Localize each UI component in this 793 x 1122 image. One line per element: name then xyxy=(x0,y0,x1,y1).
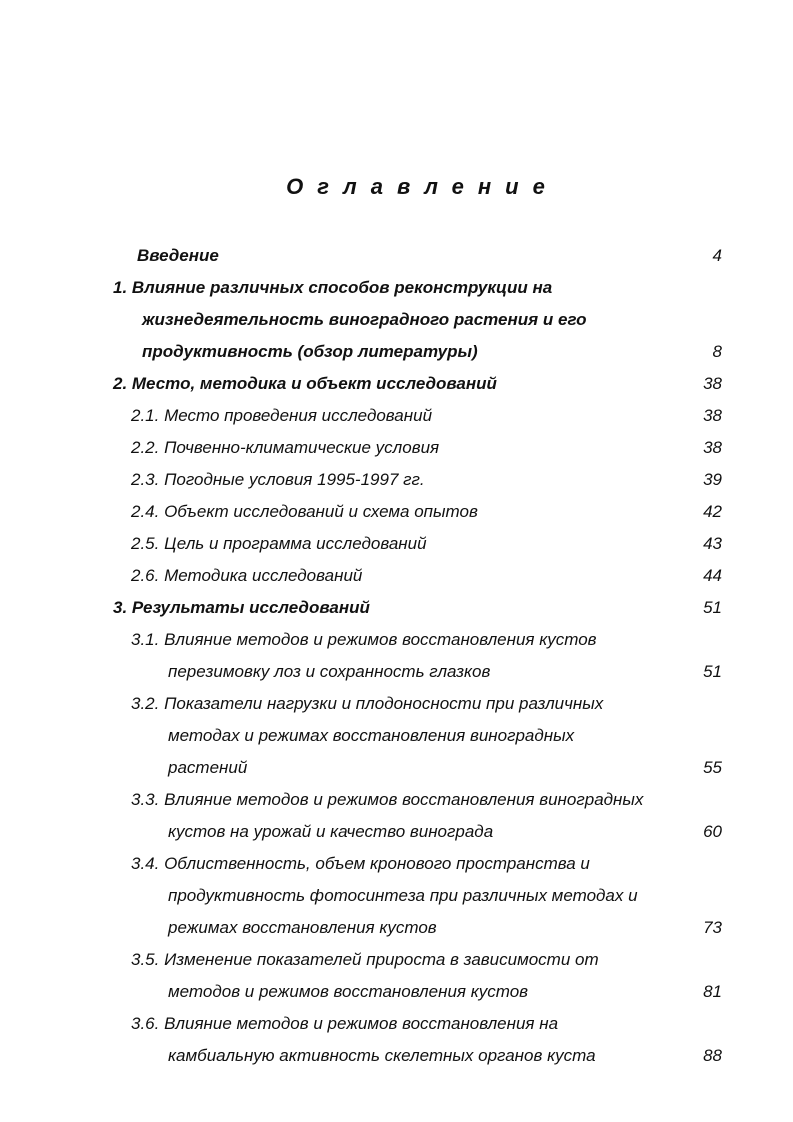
toc-entry-line: растений xyxy=(168,758,248,777)
toc-entry-line: 2.3. Погодные условия 1995-1997 гг. xyxy=(131,470,425,489)
toc-entry-line: 3.5. Изменение показателей прироста в зависимости от xyxy=(131,950,599,969)
toc-entry-line: продуктивность (обзор литературы) xyxy=(142,342,478,361)
toc-entry-line: 2.4. Объект исследований и схема опытов xyxy=(131,502,478,521)
toc-entry-line: 3. Результаты исследований xyxy=(113,598,370,617)
toc-page-number: 8 xyxy=(712,342,722,361)
toc-entry-line: 3.6. Влияние методов и режимов восстановления на xyxy=(131,1014,559,1033)
toc-entry-line: кустов на урожай и качество винограда xyxy=(168,822,494,841)
toc-entry-line: жизнедеятельность виноградного растения и его xyxy=(142,310,587,329)
toc-page-number: 55 xyxy=(703,758,722,777)
toc-page-number: 38 xyxy=(703,374,722,393)
toc-entry-line: 2. Место, методика и объект исследований xyxy=(113,374,497,393)
toc-entry-line: 2.2. Почвенно-климатические условия xyxy=(131,438,440,457)
toc-page-number: 44 xyxy=(703,566,722,585)
toc-page-number: 88 xyxy=(703,1046,722,1065)
toc-page-number: 38 xyxy=(703,438,722,457)
toc-page-number: 42 xyxy=(703,502,722,521)
toc-page-number: 4 xyxy=(712,246,722,265)
toc-entry-line: 3.1. Влияние методов и режимов восстановления кустов xyxy=(131,630,597,649)
toc-entry-line: перезимовку лоз и сохранность глазков xyxy=(168,662,491,681)
toc-page-number: 43 xyxy=(703,534,722,553)
toc-entry-line: 3.4. Облиственность, объем кронового пространства и xyxy=(131,854,590,873)
toc-entry-line: продуктивность фотосинтеза при различных методах и xyxy=(168,886,638,905)
toc-entry-line: 3.3. Влияние методов и режимов восстановления виноградных xyxy=(131,790,644,809)
toc-entry-line: методах и режимах восстановления виноградных xyxy=(168,726,575,745)
toc-page-number: 73 xyxy=(703,918,722,937)
toc-entry-line: методов и режимов восстановления кустов xyxy=(168,982,529,1001)
toc-entry-line: 3.2. Показатели нагрузки и плодоносности при различных xyxy=(131,694,604,713)
toc-page-number: 81 xyxy=(703,982,722,1001)
toc-entry-line: Введение xyxy=(137,246,219,265)
toc-entry-line: 2.1. Место проведения исследований xyxy=(131,406,433,425)
toc-page-number: 51 xyxy=(703,598,722,617)
toc-page-number: 38 xyxy=(703,406,722,425)
toc-entry-line: режимах восстановления кустов xyxy=(168,918,437,937)
toc-page-number: 60 xyxy=(703,822,722,841)
toc-entry-line: 2.5. Цель и программа исследований xyxy=(131,534,427,553)
toc-entry-line: камбиальную активность скелетных органов куста xyxy=(168,1046,596,1065)
toc-entry-line: 1. Влияние различных способов реконструкции на xyxy=(113,278,553,297)
toc-entry-line: 2.6. Методика исследований xyxy=(131,566,363,585)
toc-title: Оглавление xyxy=(286,174,559,199)
toc-page-number: 39 xyxy=(703,470,722,489)
toc-page-number: 51 xyxy=(703,662,722,681)
